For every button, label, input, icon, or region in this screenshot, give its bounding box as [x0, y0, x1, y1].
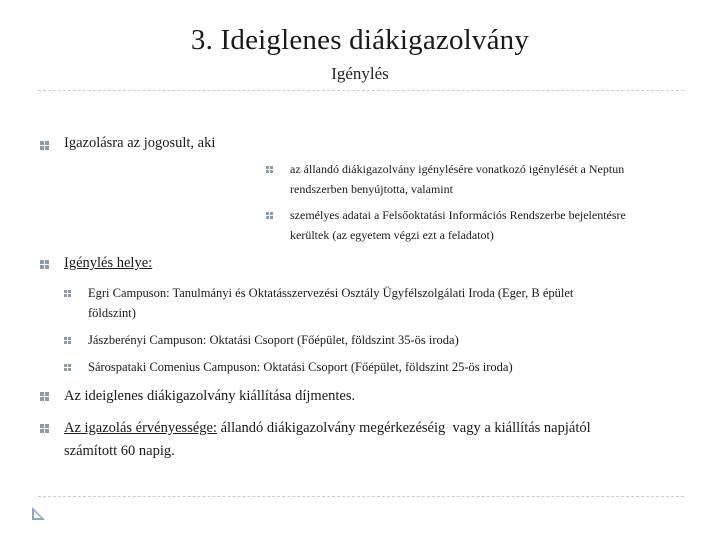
bullet-icon: [40, 392, 54, 404]
bullet-icon: [40, 141, 54, 153]
eligible-sub1-line1: az állandó diákigazolvány igénylésére vonatkozó igénylését a Neptun: [290, 162, 625, 176]
sub-bullet-icon: [64, 337, 78, 349]
eligible-sub2-line1: személyes adatai a Felsőoktatási Információs Rendszerbe bejelentésre: [290, 208, 626, 222]
bullet-icon: [40, 424, 54, 436]
validity-text: állandó diákigazolvány megérkezéséig vagy a kiállítás napjától: [217, 420, 591, 436]
corner-chevron-icon: [30, 506, 46, 522]
sub-bullet-icon: [64, 290, 78, 302]
eligible-sub2-line2: kerültek (az egyetem végzi ezt a feladatot): [290, 228, 494, 242]
sub-bullet-icon: [266, 166, 280, 178]
sub-bullet-icon: [266, 212, 280, 224]
bullet-icon: [40, 260, 54, 272]
bottom-separator: [38, 496, 684, 497]
eligible-heading: Igazolásra az jogosult, aki: [64, 135, 216, 151]
validity-line1: [64, 417, 591, 440]
slide-subtitle: Igénylés: [331, 64, 389, 83]
place-sarospatak: Sárospataki Comenius Campuson: Oktatási Csoport (Főépület, földszint 25-ös iroda): [88, 360, 513, 374]
slide-title: 3. Ideiglenes diákigazolvány: [190, 24, 530, 56]
place-eger-line1: Egri Campuson: Tanulmányi és Oktatásszervezési Osztály Ügyfélszolgálati Iroda (Eger, B épület: [88, 286, 574, 300]
place-eger-line2: földszint): [88, 306, 136, 320]
validity-line2: számított 60 napig.: [64, 443, 175, 459]
validity-label: Az igazolás érvényessége:: [64, 420, 217, 436]
top-separator: [38, 90, 684, 91]
fee-text: Az ideiglenes diákigazolvány kiállítása díjmentes.: [64, 388, 356, 404]
sub-bullet-icon: [64, 364, 78, 376]
place-jaszbereny: Jászberényi Campuson: Oktatási Csoport (Főépület, földszint 35-ös iroda): [88, 333, 459, 347]
place-heading: Igénylés helye:: [64, 255, 153, 271]
eligible-sub1-line2: rendszerben benyújtotta, valamint: [290, 182, 453, 196]
